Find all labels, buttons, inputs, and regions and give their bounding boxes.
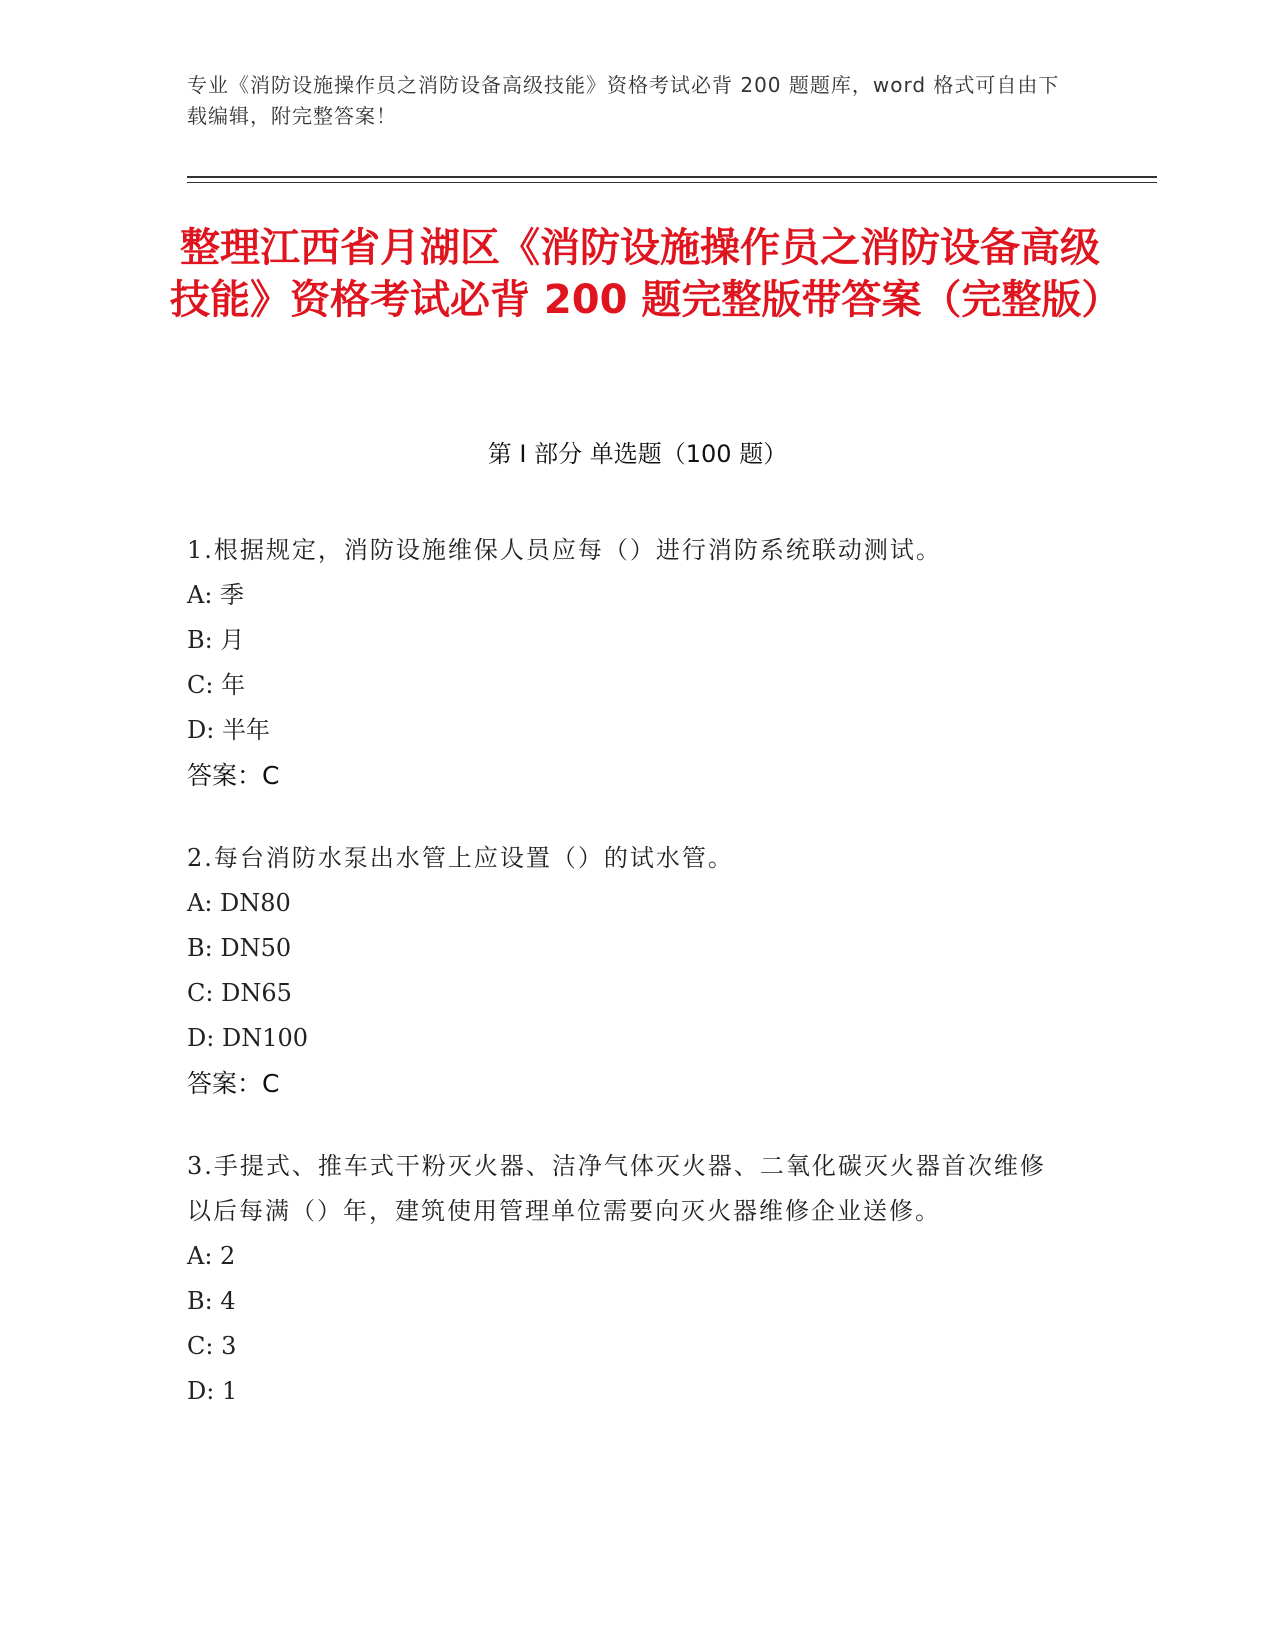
question-3 (187, 1144, 1067, 1414)
question-2 (187, 836, 1067, 1106)
question-1 (187, 528, 1067, 798)
option-b: B: 月 (187, 626, 245, 654)
section-heading: 第 I 部分 单选题（100 题） (487, 440, 788, 468)
header-divider-thick (187, 176, 1157, 178)
option-c: C: DN65 (187, 979, 292, 1007)
option-d: D: 半年 (187, 716, 270, 744)
question-text: 3.手提式、推车式干粉灭火器、洁净气体灭火器、二氧化碳灭火器首次维修以后每满（）年，建筑使用管理单位需要向灭火器维修企业送修。 (187, 1152, 1046, 1225)
option-a: A: 季 (187, 581, 245, 609)
header-divider-thin (187, 182, 1157, 183)
option-c: C: 3 (187, 1332, 237, 1360)
question-text: 2.每台消防水泵出水管上应设置（）的试水管。 (187, 844, 734, 872)
answer: 答案：C (187, 761, 280, 790)
question-list (187, 528, 1067, 1452)
option-d: D: DN100 (187, 1024, 309, 1052)
document-title: 整理江西省月湖区《消防设施操作员之消防设备高级技能》资格考试必背 200 题完整版带答案（完整版） (170, 225, 1122, 323)
option-c: C: 年 (187, 671, 246, 699)
option-a: A: 2 (187, 1242, 236, 1270)
option-b: B: DN50 (187, 934, 292, 962)
question-text: 1.根据规定，消防设施维保人员应每（）进行消防系统联动测试。 (187, 536, 942, 564)
header-note: 专业《消防设施操作员之消防设备高级技能》资格考试必背 200 题题库，word 格式可自由下载编辑，附完整答案！ (187, 73, 1060, 128)
option-d: D: 1 (187, 1377, 238, 1405)
option-a: A: DN80 (187, 889, 291, 917)
answer: 答案：C (187, 1069, 280, 1098)
option-b: B: 4 (187, 1287, 236, 1315)
